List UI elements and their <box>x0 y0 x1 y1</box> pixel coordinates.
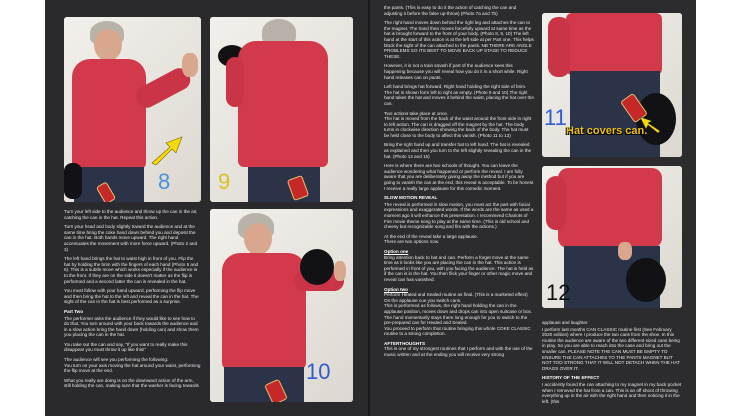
left-text-column <box>64 209 201 393</box>
photo-8 <box>64 17 201 202</box>
paragraph: Left hand brings hat forward, Right hand holding the right side of brim. The hat is shown form left to right as empty. (Photo 9 and 10) The right hand takes the hat and moves it behind the waist, placing the hat over the can. <box>384 84 534 106</box>
paragraph: You must follow with your hand upward, performing the flip move and then bring the hat to the left and reveal the can in the hat. The sight of the can in the hat is best performed as a surprise. <box>64 288 199 305</box>
paragraph: The right hand moves down behind the right leg and attaches the can to the magnet. The hand then moves forcefully upward at same time as the hat is brought forward to the front of your body. (Photo 8, 9, 10) The left hand at the start of this action is at the left side at per Part one. This helps block the sight of the can attached to the pants. NB THERE ARE ANGLE PROBLEMS SO ITS BEST TO MOVE BACK UP STAGE TO REDUCE THESE. <box>384 20 534 59</box>
red-shirt <box>558 168 662 248</box>
arm <box>548 17 570 77</box>
paragraph: The performer asks the audience if they would like to see how to do that. You turn around with your back towards the audience and in a slow action bring the hand down (holding can) and show them you placing the can in the hat. <box>64 315 199 338</box>
paragraph: You proceed to perform that routine bringing this whole COKE CLASSIC routine to a strong completion. <box>384 325 531 337</box>
paragraph: Perform Heated and Sealed routine as final. (This is a marketed effect) On the applause cue you switch cans. <box>384 292 528 303</box>
paragraph: Bring the right hand up and transfer hat to left hand. The hat is revealed as explained and then you turn to the left slightly revealing the can in the hat. (Photo 14 and 15) <box>384 142 532 159</box>
paragraph: However, it is not a train smash if part of the audience sees this happening because you will reveal how you do it in a short while. Right hand releases can on pants. <box>384 63 528 80</box>
photo-12 <box>542 166 682 308</box>
paragraph: What you really are doing is on the downward action of the arm, still holding the can, making sure that the washer is facing towards <box>64 377 199 389</box>
paragraph: There are two options now. <box>384 239 440 245</box>
right-text-column <box>384 5 534 362</box>
jeans <box>248 167 320 202</box>
section-heading: HISTORY OF THE EFFECT <box>542 375 600 381</box>
hand <box>182 53 198 77</box>
paragraph: I perform last months CAN CLASSIC routine first (See February 2020 edition) where I produce the two cans from the shoe. In this routine the audience are aware of the two different sized cans being in play. So you are able to reach into the case and bring out the smaller can. PLEASE NOTE THE CAN MUST BE EMPTY TO ENSURE THE CAN ATTACHES TO THE PANTS MAGNET BUT NOT TOO STRONG THAT IT WILL NOT DETACH WHEN THE HAT DRAGS OVER IT. <box>542 326 680 371</box>
paragraph: You turn on your axis moving the hat around your waist, performing the flip move at the end. <box>64 362 201 374</box>
paragraph: applause and laughter. <box>542 320 589 325</box>
photo-number: 8 <box>158 169 171 194</box>
hat <box>300 249 334 285</box>
hat <box>64 163 82 199</box>
red-shirt <box>238 41 328 167</box>
photo-number: 9 <box>218 169 231 194</box>
hand <box>618 242 632 260</box>
paragraph: This is one of my strongest routines that I perform and with the use of the music written and at the ending you will receive very strong <box>384 346 533 358</box>
hat <box>626 258 666 302</box>
arrow-icon <box>150 135 184 165</box>
paragraph: The audience will see you performing the following: <box>64 357 169 363</box>
photo-11 <box>542 13 682 157</box>
paragraph: Turn your left side to the audience and throw up the can in the air, catching the can in the hat. Repeat this action. <box>64 209 198 220</box>
paragraph: Here is where there are two schools of thought. You can leave the audience wondering what happened or perform the reveal. I am fully aware that you are deliberately giving away the method but if you are going to vanish the can at the end, this reveal is acceptable. To be honest I receive a really large applause for this comedic moment. <box>384 163 534 191</box>
photo-caption: Hat covers can. <box>566 125 648 137</box>
section-heading: SLOW MOTION REVEAL <box>384 195 438 201</box>
paragraph: The reveal is performed in slow motion, you must act the part with facial expressions and exaggerated words. If the words are the same as used a moment ago it will enhance this presentation. I recommend Chariots of Fire movie theme song to play at the same time. (This is old school and cheesy but recognizable song and fits with the actions.) <box>384 201 534 230</box>
paragraph: Two actions take place at once. <box>384 110 449 116</box>
red-shirt <box>566 13 662 75</box>
paragraph: I accidently found the can attaching to my magnet in my back pocket when I removed the hat from a can. This is an off shoot of throwing everything up in the air with the right hand and then noticing it in the left. (this <box>542 381 682 404</box>
head <box>94 29 122 61</box>
photo-9 <box>210 17 353 202</box>
raised-arm <box>226 57 244 107</box>
head <box>244 223 272 255</box>
red-shirt <box>222 253 306 369</box>
paragraph: Bring attention back to hat and can. Perform a forget move at the same time as it looks like you are placing the can in the hat. This action is performed in front of you, with you facing the audience. The hat is held as if the can is in the hat. You then flick your finger or other magic move and reveal can has vanished. <box>384 254 534 282</box>
arm <box>546 176 566 230</box>
right-text-column-2 <box>542 320 682 408</box>
paragraph: The left hand brings the hat to waist high in front of you. Flip the hat by holding the brim with the fingers of each hand (Photo 5 and 6). This is a subtle move which works especially if the audience is to the front. If they are on the side it doesn't matter as the flip is performed and a second latter the can is revealed in the hat. <box>64 256 199 284</box>
red-shirt <box>72 59 146 169</box>
section-heading: Part Two <box>64 308 84 314</box>
photo-10 <box>210 209 353 402</box>
left-page <box>45 0 370 416</box>
section-heading: Option two <box>384 286 408 292</box>
section-heading: AFTERTHOUGHTS <box>384 340 426 346</box>
section-heading: Option one <box>384 248 409 254</box>
right-page <box>370 0 696 416</box>
photo-number: 12 <box>546 280 571 305</box>
paragraph: Turn your head and body slightly toward the audience and at the same time bring the coke hand down behind you and deposit the can in the hat. Both hands move upward. The right hand accentuates the movement with more force upward. (Photo 2 and 3) <box>64 224 198 252</box>
paragraph: This is performed as follows, the right hand holding the can in the applause position, moves down and drops can into open suitcase or box. The hand momentarily stays there long enough for you to switch to the pre-prepared can for Heated and Sealed. <box>384 303 533 326</box>
photo-number: 10 <box>306 359 331 384</box>
jeans <box>224 367 304 402</box>
paragraph: At the end of the reveal take a large applause. <box>384 233 478 239</box>
paragraph: You take out the can and say, "If you want to really make this disappear you must throw it up like this!" <box>64 341 188 353</box>
paragraph: The hat is moved from the back of the waist around the front side in right to left action. The can is dragged off the magnet by the hat. The body turns in clockwise direction showing the back of the body. The hat must be held close to the body to affect this vanish. (Photo 11 to 13) <box>384 116 532 138</box>
paragraph: the pants. (This is easy to do it the action of catching the can and adjusting it before the false up-throw) (Photo 7a and 7b) <box>384 5 517 16</box>
hand <box>334 261 346 281</box>
photo-number: 11 <box>544 105 567 130</box>
